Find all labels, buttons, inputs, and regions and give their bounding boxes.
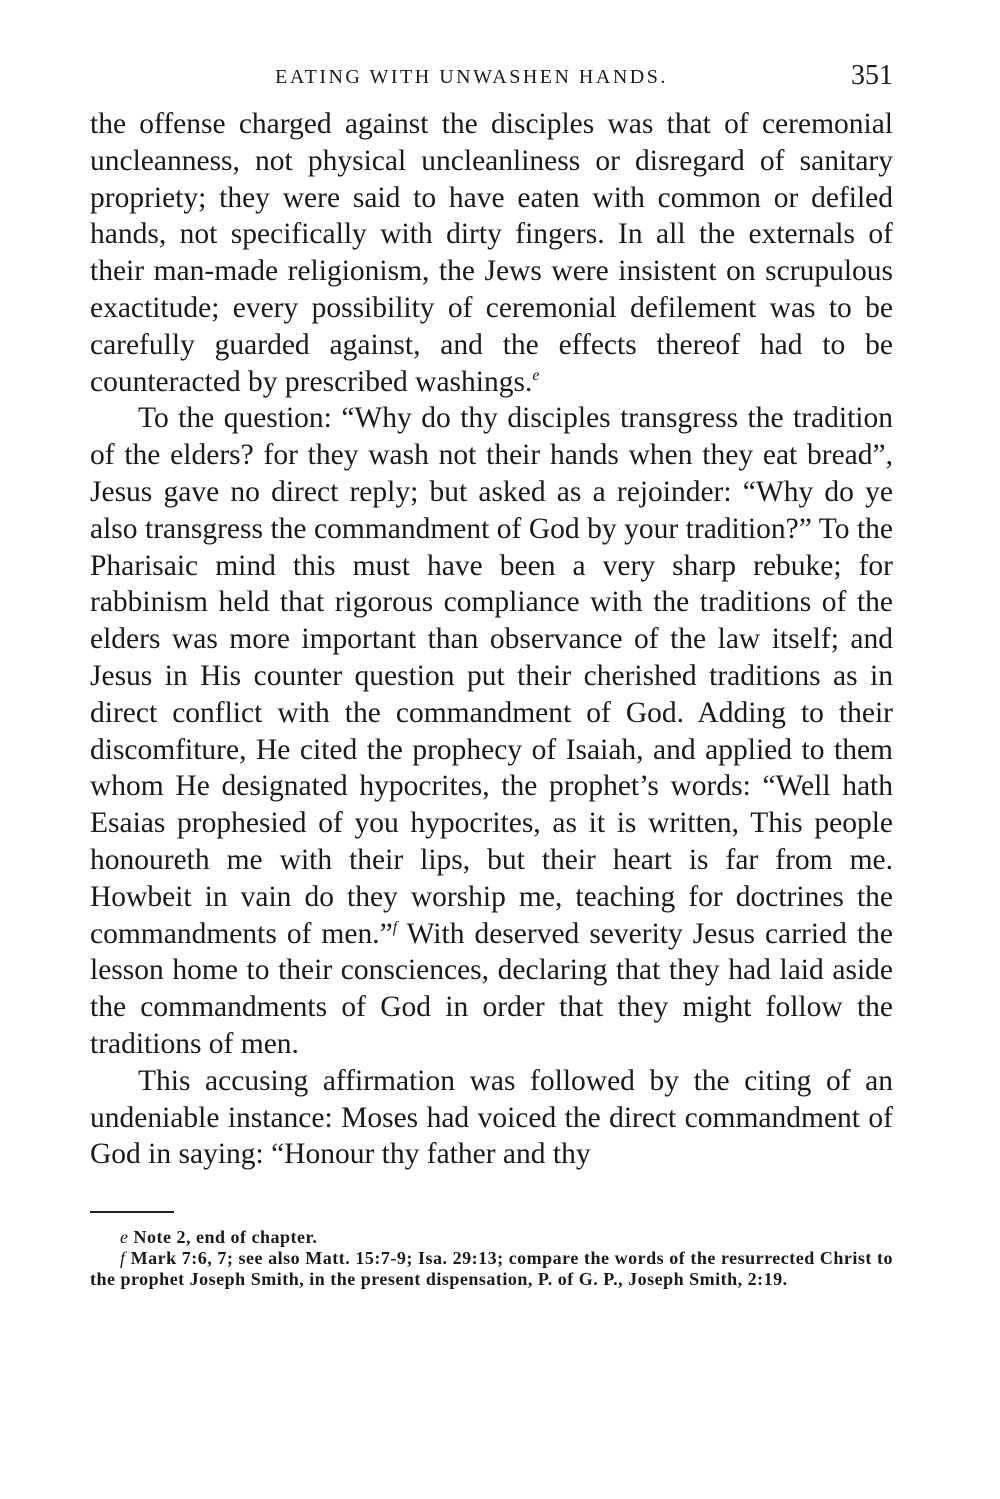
footnote-e-mark: e	[120, 1227, 129, 1248]
footnote-ref-e: e	[532, 366, 540, 384]
body-text	[90, 106, 893, 1173]
paragraph-3-text: This accusing affirmation was followed by the citing of an undeniable instance: Moses had voiced the direct commandment of God in saying: “Honour thy father and thy	[90, 1064, 893, 1171]
paragraph-1-text: the offense charged against the disciples was that of ceremonial uncleanness, not physical uncleanliness or disregard of sanitary propriety; they were said to have eaten with common or defiled hands, not specifically with dirty fingers. In all the externals of their man-made religionism, the Jews were insistent on scrupulous exactitude; every possibility of ceremonial defilement was to be carefully guarded against, and the effects thereof had to be counteracted by prescribed washings.	[90, 108, 893, 398]
page-number: 351	[851, 60, 893, 91]
footnote-e-text: Note 2, end of chapter.	[133, 1227, 318, 1248]
paragraph-1	[90, 106, 893, 400]
footnotes	[90, 1227, 893, 1290]
page-header	[90, 56, 893, 96]
running-head: EATING WITH UNWASHEN HANDS.	[275, 66, 668, 88]
footnote-f-mark: f	[120, 1248, 126, 1269]
footnote-f-text: Mark 7:6, 7; see also Matt. 15:7-9; Isa. 29:13; compare the words of the resurrected Christ to the prophet Joseph Smith, in the present dispensation, P. of G. P., Joseph Smith, 2:19.	[90, 1248, 893, 1290]
paragraph-2-text-part1: To the question: “Why do thy disciples transgress the tradition of the elders? for they wash not their hands when they eat bread”, Jesus gave no direct reply; but asked as a rejoinder: “Why do ye also transgress the commandment of God by your tradition?” To the Pharisaic mind this must have been a very sharp rebuke; for rabbinism held that rigorous compliance with the traditions of the elders was more important than observance of the law itself; and Jesus in His counter question put their cherished traditions as in direct conflict with the commandment of God. Adding to their discomfiture, He cited the prophecy of Isaiah, and applied to them whom He designated hypocrites, the prophet’s words: “Well hath Esaias prophesied of you hypocrites, as it is written, This people honoureth me with their lips, but their heart is far from me. Howbeit in vain do they worship me, teaching for doctrines the commandments of men.”	[90, 402, 893, 950]
paragraph-2	[90, 400, 893, 1062]
footnote-f	[90, 1248, 893, 1290]
footnote-separator	[90, 1211, 174, 1213]
paragraph-2-text-part2: With deserved severity Jesus carried the lesson home to their consciences, declaring that they had laid aside the commandments of God in order that they might follow the traditions of men.	[90, 917, 893, 1060]
book-page	[90, 56, 893, 1290]
footnote-e	[90, 1227, 893, 1248]
paragraph-3	[90, 1063, 893, 1173]
footnote-ref-f: f	[392, 918, 398, 936]
